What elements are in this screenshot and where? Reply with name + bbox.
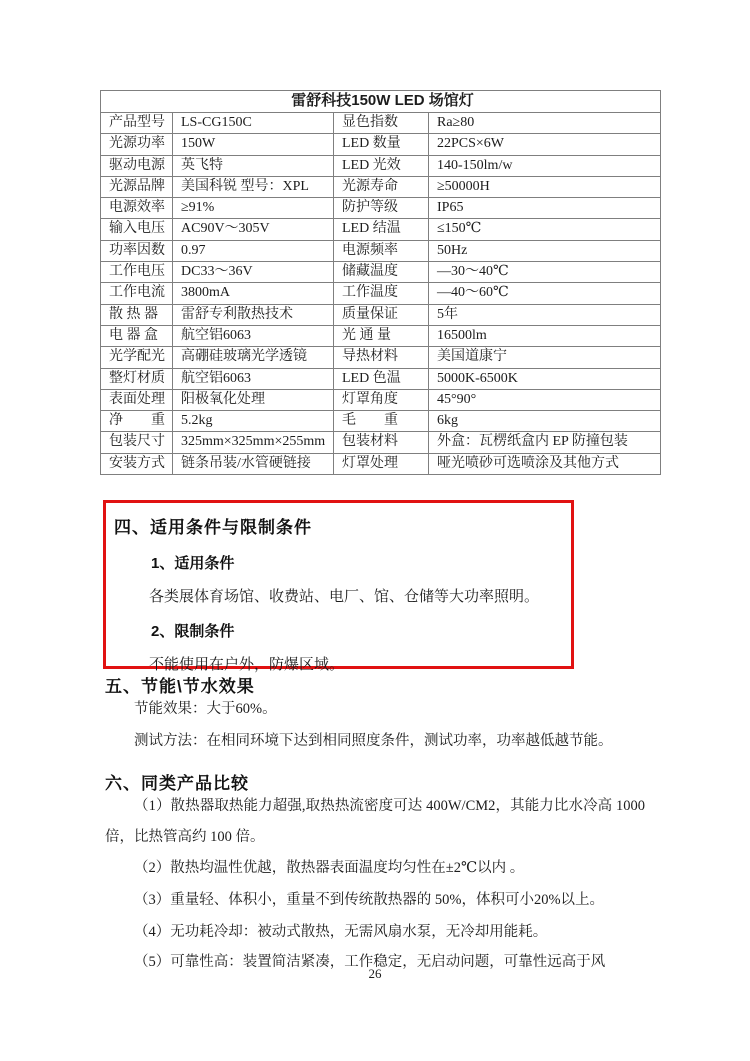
spec-label: 功率因数 bbox=[101, 240, 173, 261]
spec-value: 22PCS×6W bbox=[429, 134, 661, 155]
spec-value: 雷舒专利散热技术 bbox=[173, 304, 334, 325]
spec-value: 外盒：瓦楞纸盒内 EP 防撞包装 bbox=[429, 432, 661, 453]
table-row bbox=[101, 411, 661, 432]
spec-label: LED 数量 bbox=[334, 134, 429, 155]
spec-label: 灯罩角度 bbox=[334, 389, 429, 410]
spec-value: 325mm×325mm×255mm bbox=[173, 432, 334, 453]
spec-value: ≥50000H bbox=[429, 176, 661, 197]
spec-label: 储藏温度 bbox=[334, 262, 429, 283]
spec-label: 显色指数 bbox=[334, 113, 429, 134]
spec-label: 电源频率 bbox=[334, 240, 429, 261]
spec-value: DC33～36V bbox=[173, 262, 334, 283]
table-row bbox=[101, 219, 661, 240]
table-row bbox=[101, 389, 661, 410]
spec-value: 50Hz bbox=[429, 240, 661, 261]
table-row bbox=[101, 304, 661, 325]
spec-value: 美国道康宁 bbox=[429, 347, 661, 368]
spec-label: 安装方式 bbox=[101, 453, 173, 474]
table-row bbox=[101, 198, 661, 219]
spec-value: 3800mA bbox=[173, 283, 334, 304]
spec-label: 光源品牌 bbox=[101, 176, 173, 197]
spec-label: 产品型号 bbox=[101, 113, 173, 134]
spec-table bbox=[100, 90, 661, 475]
table-row bbox=[101, 113, 661, 134]
spec-label: 质量保证 bbox=[334, 304, 429, 325]
spec-value: ≤150℃ bbox=[429, 219, 661, 240]
spec-value: 链条吊装/水管硬链接 bbox=[173, 453, 334, 474]
spec-value: —40～60℃ bbox=[429, 283, 661, 304]
spec-label: 光 通 量 bbox=[334, 325, 429, 346]
table-row bbox=[101, 240, 661, 261]
section4-sub2-text: 不能使用在户外，防爆区域。 bbox=[149, 657, 345, 673]
spec-value: 航空铝6063 bbox=[173, 325, 334, 346]
table-row bbox=[101, 176, 661, 197]
spec-value: 航空铝6063 bbox=[173, 368, 334, 389]
table-row bbox=[101, 347, 661, 368]
spec-value: 5年 bbox=[429, 304, 661, 325]
spec-label: 防护等级 bbox=[334, 198, 429, 219]
table-title: 雷舒科技150W LED 场馆灯 bbox=[101, 91, 661, 113]
spec-label: 工作电流 bbox=[101, 283, 173, 304]
spec-label: 工作温度 bbox=[334, 283, 429, 304]
table-row bbox=[101, 432, 661, 453]
spec-label: 输入电压 bbox=[101, 219, 173, 240]
spec-label: 灯罩处理 bbox=[334, 453, 429, 474]
spec-label: 工作电压 bbox=[101, 262, 173, 283]
spec-label: 驱动电源 bbox=[101, 155, 173, 176]
spec-value: Ra≥80 bbox=[429, 113, 661, 134]
spec-value: 5.2kg bbox=[173, 411, 334, 432]
section6-item-2: （2）散热均温性优越，散热器表面温度均匀性在±2℃以内 。 bbox=[134, 860, 525, 876]
spec-value: 140-150lm/w bbox=[429, 155, 661, 176]
section6-heading: 六、同类产品比较 bbox=[105, 774, 249, 793]
table-row bbox=[101, 283, 661, 304]
section5-line2: 测试方法：在相同环境下达到相同照度条件，测试功率，功率越低越节能。 bbox=[134, 733, 613, 749]
spec-value: 阳极氧化处理 bbox=[173, 389, 334, 410]
spec-value: 150W bbox=[173, 134, 334, 155]
spec-label: 包装材料 bbox=[334, 432, 429, 453]
spec-label: 净 重 bbox=[101, 411, 173, 432]
spec-value: 0.97 bbox=[173, 240, 334, 261]
spec-value: —30～40℃ bbox=[429, 262, 661, 283]
table-row bbox=[101, 155, 661, 176]
spec-value: ≥91% bbox=[173, 198, 334, 219]
spec-label: LED 光效 bbox=[334, 155, 429, 176]
spec-value: LS-CG150C bbox=[173, 113, 334, 134]
section6-item-4: （4）无功耗冷却：被动式散热，无需风扇水泵，无冷却用能耗。 bbox=[134, 924, 548, 940]
spec-value: 英飞特 bbox=[173, 155, 334, 176]
highlight-box bbox=[103, 500, 574, 673]
section4-sub1-heading: 1、适用条件 bbox=[151, 555, 235, 572]
spec-label: LED 结温 bbox=[334, 219, 429, 240]
spec-value: 16500lm bbox=[429, 325, 661, 346]
table-row bbox=[101, 368, 661, 389]
spec-label: 电源效率 bbox=[101, 198, 173, 219]
section4-heading: 四、适用条件与限制条件 bbox=[114, 518, 312, 537]
spec-label: 散 热 器 bbox=[101, 304, 173, 325]
spec-label: 导热材料 bbox=[334, 347, 429, 368]
spec-value: 哑光喷砂可选喷涂及其他方式 bbox=[429, 453, 661, 474]
spec-label: LED 色温 bbox=[334, 368, 429, 389]
section6-item-3: （3）重量轻、体积小，重量不到传统散热器的 50%，体积可小20%以上。 bbox=[134, 892, 605, 908]
section4-sub1-text: 各类展体育场馆、收费站、电厂、馆、仓储等大功率照明。 bbox=[149, 589, 540, 605]
spec-label: 光源功率 bbox=[101, 134, 173, 155]
spec-value: 5000K-6500K bbox=[429, 368, 661, 389]
table-title-row bbox=[101, 91, 661, 113]
page-number: 26 bbox=[368, 966, 382, 981]
spec-value: 6kg bbox=[429, 411, 661, 432]
spec-label: 表面处理 bbox=[101, 389, 173, 410]
section6-item-5: （5）可靠性高：装置简洁紧凑，工作稳定，无启动问题，可靠性远高于风 bbox=[134, 954, 606, 970]
spec-label: 电 器 盒 bbox=[101, 325, 173, 346]
section5-heading: 五、节能\节水效果 bbox=[105, 677, 255, 696]
table-row bbox=[101, 325, 661, 346]
section6-item-1: （1）散热器取热能力超强,取热热流密度可达 400W/CM2，其能力比水冷高 1000 倍，比热管高约 100 倍。 bbox=[105, 798, 645, 845]
spec-label: 整灯材质 bbox=[101, 368, 173, 389]
spec-value: IP65 bbox=[429, 198, 661, 219]
section4-sub2-heading: 2、限制条件 bbox=[151, 623, 235, 640]
spec-label: 包装尺寸 bbox=[101, 432, 173, 453]
spec-label: 光学配光 bbox=[101, 347, 173, 368]
spec-value: 45°90° bbox=[429, 389, 661, 410]
table-row bbox=[101, 453, 661, 474]
spec-value: 美国科锐 型号：XPL bbox=[173, 176, 334, 197]
spec-label: 光源寿命 bbox=[334, 176, 429, 197]
spec-label: 毛 重 bbox=[334, 411, 429, 432]
spec-value: 高硼硅玻璃光学透镜 bbox=[173, 347, 334, 368]
table-row bbox=[101, 262, 661, 283]
spec-value: AC90V～305V bbox=[173, 219, 334, 240]
table-row bbox=[101, 134, 661, 155]
section5-line1: 节能效果：大于60%。 bbox=[134, 701, 277, 717]
